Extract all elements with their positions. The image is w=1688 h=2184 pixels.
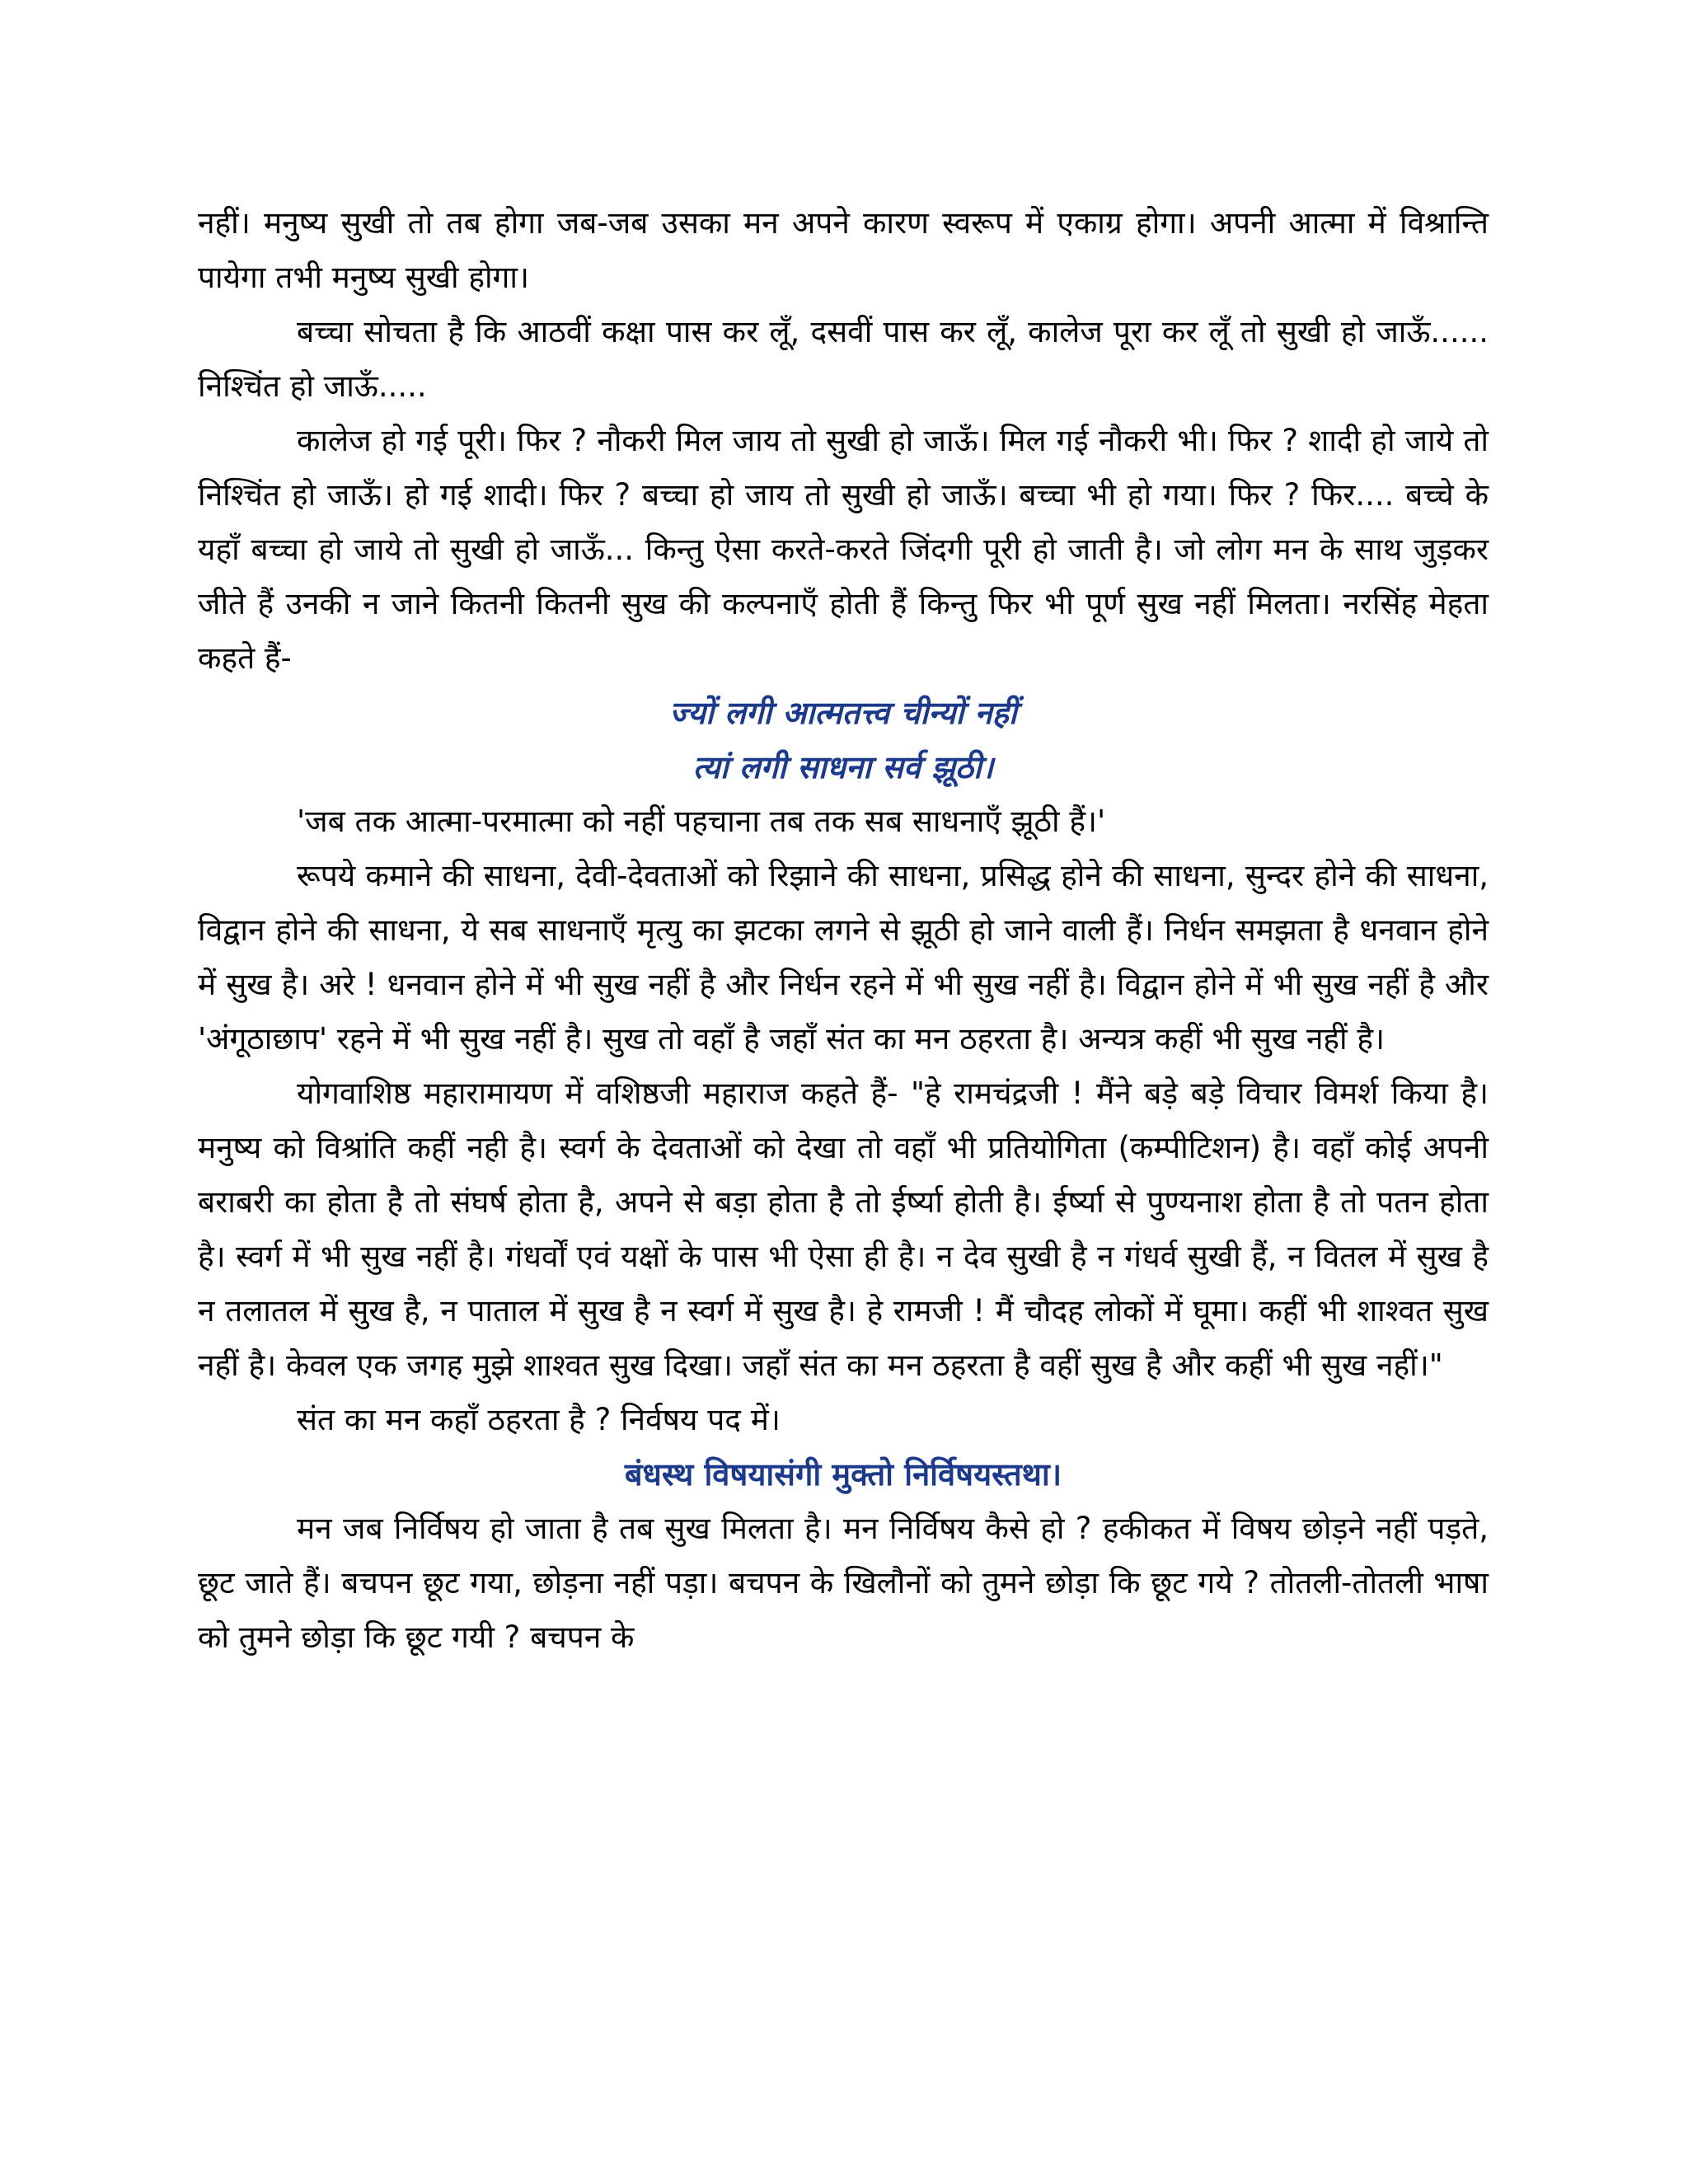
verse-line-2: त्यां लगी साधना सर्व झूठी। (692, 749, 994, 785)
paragraph-sadhana: रूपये कमाने की साधना, देवी-देवताओं को रिझाने की साधना, प्रसिद्ध होने की साधना, सुन्दर होने की साधना, विद्वान होने की साधना, ये सब साधनाएँ मृत्यु का झटका लगने से झूठी हो जाने वाली हैं। निर्धन समझता है धनवान होने में सुख है। अरे ! धनवान होने में भी सुख नहीं है और निर्धन रहने में भी सुख नहीं है। विद्वान होने में भी सुख नहीं है और 'अंगूठाछाप' रहने में भी सुख नहीं है। सुख तो वहाँ है जहाँ संत का मन ठहरता है। अन्यत्र कहीं भी सुख नहीं है। (198, 858, 1489, 1057)
document-page (198, 196, 1489, 1665)
paragraph-verse-meaning: 'जब तक आत्मा-परमात्मा को नहीं पहचाना तब तक सब साधनाएँ झूठी हैं।' (297, 804, 1106, 839)
verse-line-3: बंधस्थ विषयासंगी मुक्तो निर्विषयस्तथा। (624, 1456, 1062, 1493)
paragraph-yogavasishtha: योगवाशिष्ठ महारामायण में वशिष्ठजी महाराज कहते हैं- "हे रामचंद्रजी ! मैंने बड़े बड़े विचार विमर्श किया है। मनुष्य को विश्रांति कहीं नही है। स्वर्ग के देवताओं को देखा तो वहाँ भी प्रतियोगिता (कम्पीटिशन) है। वहाँ कोई अपनी बराबरी का होता है तो संघर्ष होता है, अपने से बड़ा होता है तो ईर्ष्या होती है। ईर्ष्या से पुण्यनाश होता है तो पतन होता है। स्वर्ग में भी सुख नहीं है। गंधर्वों एवं यक्षों के पास भी ऐसा ही है। न देव सुखी है न गंधर्व सुखी हैं, न वितल में सुख है न तलातल में सुख है, न पाताल में सुख है न स्वर्ग में सुख है। हे रामजी ! मैं चौदह लोकों में घूमा। कहीं भी शाश्वत सुख नहीं है। केवल एक जगह मुझे शाश्वत सुख दिखा। जहाँ संत का मन ठहरता है वहीं सुख है और कहीं भी सुख नहीं।" (198, 1076, 1489, 1383)
paragraph-child-thinks: बच्चा सोचता है कि आठवीं कक्षा पास कर लूँ, दसवीं पास कर लूँ, कालेज पूरा कर लूँ तो सुखी हो जाऊँ...... निश्चिंत हो जाऊँ..... (198, 314, 1489, 404)
paragraph-opening: नहीं। मनुष्य सुखी तो तब होगा जब-जब उसका मन अपने कारण स्वरूप में एकाग्र होगा। अपनी आत्मा में विश्रान्ति पायेगा तभी मनुष्य सुखी होगा। (198, 205, 1489, 295)
paragraph-college-job: कालेज हो गई पूरी। फिर ? नौकरी मिल जाय तो सुखी हो जाऊँ। मिल गई नौकरी भी। फिर ? शादी हो जाये तो निश्चिंत हो जाऊँ। हो गई शादी। फिर ? बच्चा हो जाय तो सुखी हो जाऊँ। बच्चा भी हो गया। फिर ? फिर.... बच्चे के यहाँ बच्चा हो जाये तो सुखी हो जाऊँ... किन्तु ऐसा करते-करते जिंदगी पूरी हो जाती है। जो लोग मन के साथ जुड़कर जीते हैं उनकी न जाने कितनी कितनी सुख की कल्पनाएँ होती हैं किन्तु फिर भी पूर्ण सुख नहीं मिलता। नरसिंह मेहता कहते हैं- (198, 423, 1489, 676)
verse-line-1: ज्यों लगी आत्मतत्त्व चीन्यों नहीं (669, 695, 1017, 731)
paragraph-nirvishay: मन जब निर्विषय हो जाता है तब सुख मिलता है। मन निर्विषय कैसे हो ? हकीकत में विषय छोड़ने नहीं पड़ते, छूट जाते हैं। बचपन छूट गया, छोड़ना नहीं पड़ा। बचपन के खिलौनों को तुमने छोड़ा कि छूट गये ? तोतली-तोतली भाषा को तुमने छोड़ा कि छूट गयी ? बचपन के (198, 1511, 1489, 1655)
paragraph-saint-mind: संत का मन कहाँ ठहरता है ? निर्वषय पद में। (297, 1402, 781, 1437)
